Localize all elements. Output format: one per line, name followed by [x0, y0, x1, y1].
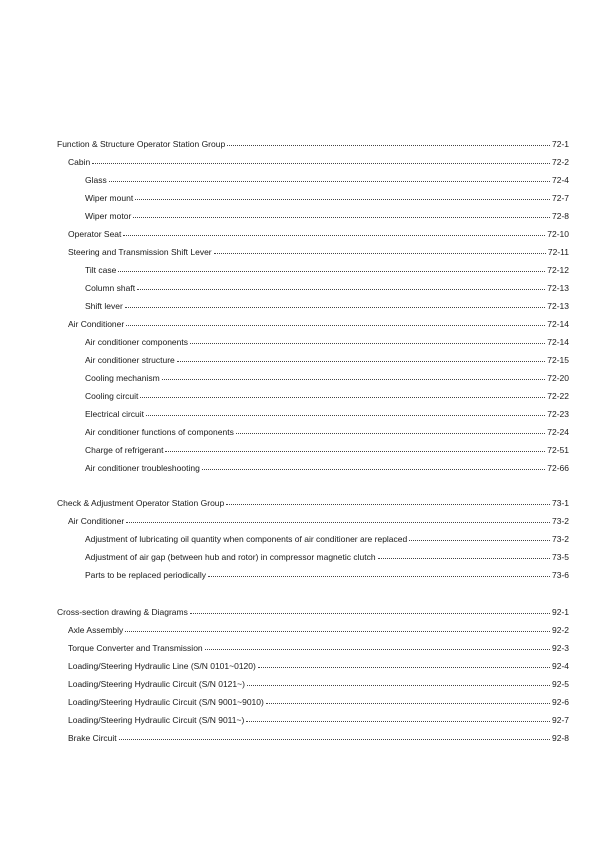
dot-leader	[126, 514, 550, 523]
toc-entry-title: Air conditioner components	[85, 337, 189, 347]
dot-leader	[236, 425, 545, 434]
dot-leader	[125, 299, 545, 308]
dot-leader	[126, 317, 545, 326]
dot-leader	[205, 641, 550, 650]
toc-entry-title: Air conditioner functions of components	[85, 427, 234, 437]
toc-entry-title: Tilt case	[85, 265, 117, 275]
toc-entry-title: Check & Adjustment Operator Station Group	[57, 498, 225, 508]
dot-leader	[125, 623, 550, 632]
toc-page-number: 72-2	[551, 157, 569, 167]
dot-leader	[92, 155, 550, 164]
toc-entry-title: Electrical circuit	[85, 409, 145, 419]
toc-entry[interactable]	[85, 372, 569, 384]
toc-entry-title: Adjustment of air gap (between hub and rotor) in compressor magnetic clutch	[85, 552, 376, 562]
dot-leader	[227, 137, 550, 146]
toc-entry[interactable]	[85, 336, 569, 348]
toc-page-number: 72-10	[547, 229, 569, 239]
toc-entry-title: Air conditioner structure	[85, 355, 175, 365]
dot-leader	[135, 191, 550, 200]
toc-entry-title: Loading/Steering Hydraulic Line (S/N 0101~0120)	[68, 661, 256, 671]
toc-page-number: 72-66	[547, 463, 569, 473]
toc-entry-title: Wiper mount	[85, 193, 134, 203]
toc-entry-title: Parts to be replaced periodically	[85, 570, 206, 580]
toc-page-number: 72-22	[547, 391, 569, 401]
dot-leader	[247, 677, 550, 686]
toc-page-number: 72-12	[547, 265, 569, 275]
toc-page-number: 72-4	[551, 175, 569, 185]
dot-leader	[258, 659, 550, 668]
toc-page-number: 92-5	[551, 679, 569, 689]
toc-entry-title: Shift lever	[85, 301, 123, 311]
toc-page-number: 72-14	[547, 319, 569, 329]
dot-leader	[190, 335, 545, 344]
dot-leader	[190, 605, 550, 614]
toc-entry[interactable]	[85, 444, 569, 456]
toc-entry[interactable]	[68, 246, 569, 258]
toc-page-number: 72-8	[551, 211, 569, 221]
toc-entry[interactable]	[85, 462, 569, 474]
toc-entry-title: Function & Structure Operator Station Group	[57, 139, 226, 149]
toc-page-number: 72-51	[547, 445, 569, 455]
dot-leader	[146, 407, 545, 416]
toc-page-number: 72-11	[547, 247, 569, 257]
dot-leader	[133, 209, 550, 218]
dot-leader	[378, 550, 550, 559]
toc-entry-title: Cooling mechanism	[85, 373, 160, 383]
dot-leader	[202, 461, 545, 470]
toc-page-number: 72-13	[547, 283, 569, 293]
toc-chapter-entry[interactable]	[57, 497, 569, 509]
toc-entry[interactable]	[85, 300, 569, 312]
toc-entry-title: Loading/Steering Hydraulic Circuit (S/N 0121~)	[68, 679, 245, 689]
toc-entry[interactable]	[68, 318, 569, 330]
toc-page-number: 72-23	[547, 409, 569, 419]
toc-entry[interactable]	[85, 569, 569, 581]
toc-entry[interactable]	[68, 624, 569, 636]
toc-entry-title: Column shaft	[85, 283, 136, 293]
toc-entry[interactable]	[85, 533, 569, 545]
toc-entry[interactable]	[85, 390, 569, 402]
toc-entry[interactable]	[85, 408, 569, 420]
toc-entry[interactable]	[85, 426, 569, 438]
dot-leader	[226, 496, 550, 505]
toc-entry-title: Operator Seat	[68, 229, 122, 239]
toc-entry[interactable]	[85, 174, 569, 186]
toc-entry[interactable]	[68, 678, 569, 690]
toc-page-number: 92-7	[551, 715, 569, 725]
toc-page-number: 73-1	[551, 498, 569, 508]
dot-leader	[109, 173, 550, 182]
toc-page-number: 92-4	[551, 661, 569, 671]
toc-entry[interactable]	[85, 210, 569, 222]
dot-leader	[165, 443, 545, 452]
dot-leader	[137, 281, 545, 290]
toc-entry[interactable]	[68, 732, 569, 744]
toc-entry[interactable]	[68, 156, 569, 168]
toc-entry[interactable]	[68, 660, 569, 672]
toc-entry[interactable]	[85, 282, 569, 294]
toc-entry[interactable]	[68, 714, 569, 726]
toc-page-number: 92-6	[551, 697, 569, 707]
toc-page-number: 92-1	[551, 607, 569, 617]
toc-entry-title: Air Conditioner	[68, 319, 125, 329]
toc-entry-title: Torque Converter and Transmission	[68, 643, 203, 653]
toc-page-number: 72-24	[547, 427, 569, 437]
toc-entry-title: Wiper motor	[85, 211, 132, 221]
toc-chapter-entry[interactable]	[57, 606, 569, 618]
toc-page-number: 92-8	[551, 733, 569, 743]
dot-leader	[208, 568, 550, 577]
toc-page-number: 92-2	[551, 625, 569, 635]
toc-entry-title: Steering and Transmission Shift Lever	[68, 247, 212, 257]
dot-leader	[119, 731, 550, 740]
toc-page-number: 72-7	[551, 193, 569, 203]
toc-entry-title: Air conditioner troubleshooting	[85, 463, 200, 473]
dot-leader	[246, 713, 550, 722]
toc-entry[interactable]	[68, 228, 569, 240]
toc-page-number: 72-15	[547, 355, 569, 365]
dot-leader	[214, 245, 546, 254]
toc-chapter-entry[interactable]	[57, 138, 569, 150]
toc-entry-title: Axle Assembly	[68, 625, 124, 635]
toc-entry-title: Cooling circuit	[85, 391, 139, 401]
toc-entry[interactable]	[85, 551, 569, 563]
toc-entry[interactable]	[85, 264, 569, 276]
toc-page-number: 73-2	[551, 516, 569, 526]
toc-page-number: 72-1	[551, 139, 569, 149]
toc-entry-title: Adjustment of lubricating oil quantity when components of air conditioner are replaced	[85, 534, 408, 544]
dot-leader	[409, 532, 550, 541]
dot-leader	[140, 389, 545, 398]
toc-page-number: 73-6	[551, 570, 569, 580]
toc-entry-title: Loading/Steering Hydraulic Circuit (S/N 9011~)	[68, 715, 245, 725]
toc-entry[interactable]	[85, 192, 569, 204]
dot-leader	[266, 695, 550, 704]
toc-page-number: 92-3	[551, 643, 569, 653]
toc-page-number: 73-5	[551, 552, 569, 562]
toc-entry-title: Cabin	[68, 157, 91, 167]
toc-entry-title: Charge of refrigerant	[85, 445, 164, 455]
dot-leader	[123, 227, 545, 236]
toc-entry-title: Loading/Steering Hydraulic Circuit (S/N 9001~9010)	[68, 697, 264, 707]
toc-entry-title: Glass	[85, 175, 107, 185]
toc-page-number: 72-13	[547, 301, 569, 311]
toc-page-number: 72-20	[547, 373, 569, 383]
toc-entry[interactable]	[85, 354, 569, 366]
toc-page-number: 72-14	[547, 337, 569, 347]
toc-entry[interactable]	[68, 696, 569, 708]
toc-entry[interactable]	[68, 515, 569, 527]
toc-entry[interactable]	[68, 642, 569, 654]
toc-page-number: 73-2	[551, 534, 569, 544]
dot-leader	[118, 263, 545, 272]
toc-entry-title: Brake Circuit	[68, 733, 117, 743]
dot-leader	[162, 371, 546, 380]
dot-leader	[177, 353, 545, 362]
toc-entry-title: Cross-section drawing & Diagrams	[57, 607, 188, 617]
toc-entry-title: Air Conditioner	[68, 516, 125, 526]
